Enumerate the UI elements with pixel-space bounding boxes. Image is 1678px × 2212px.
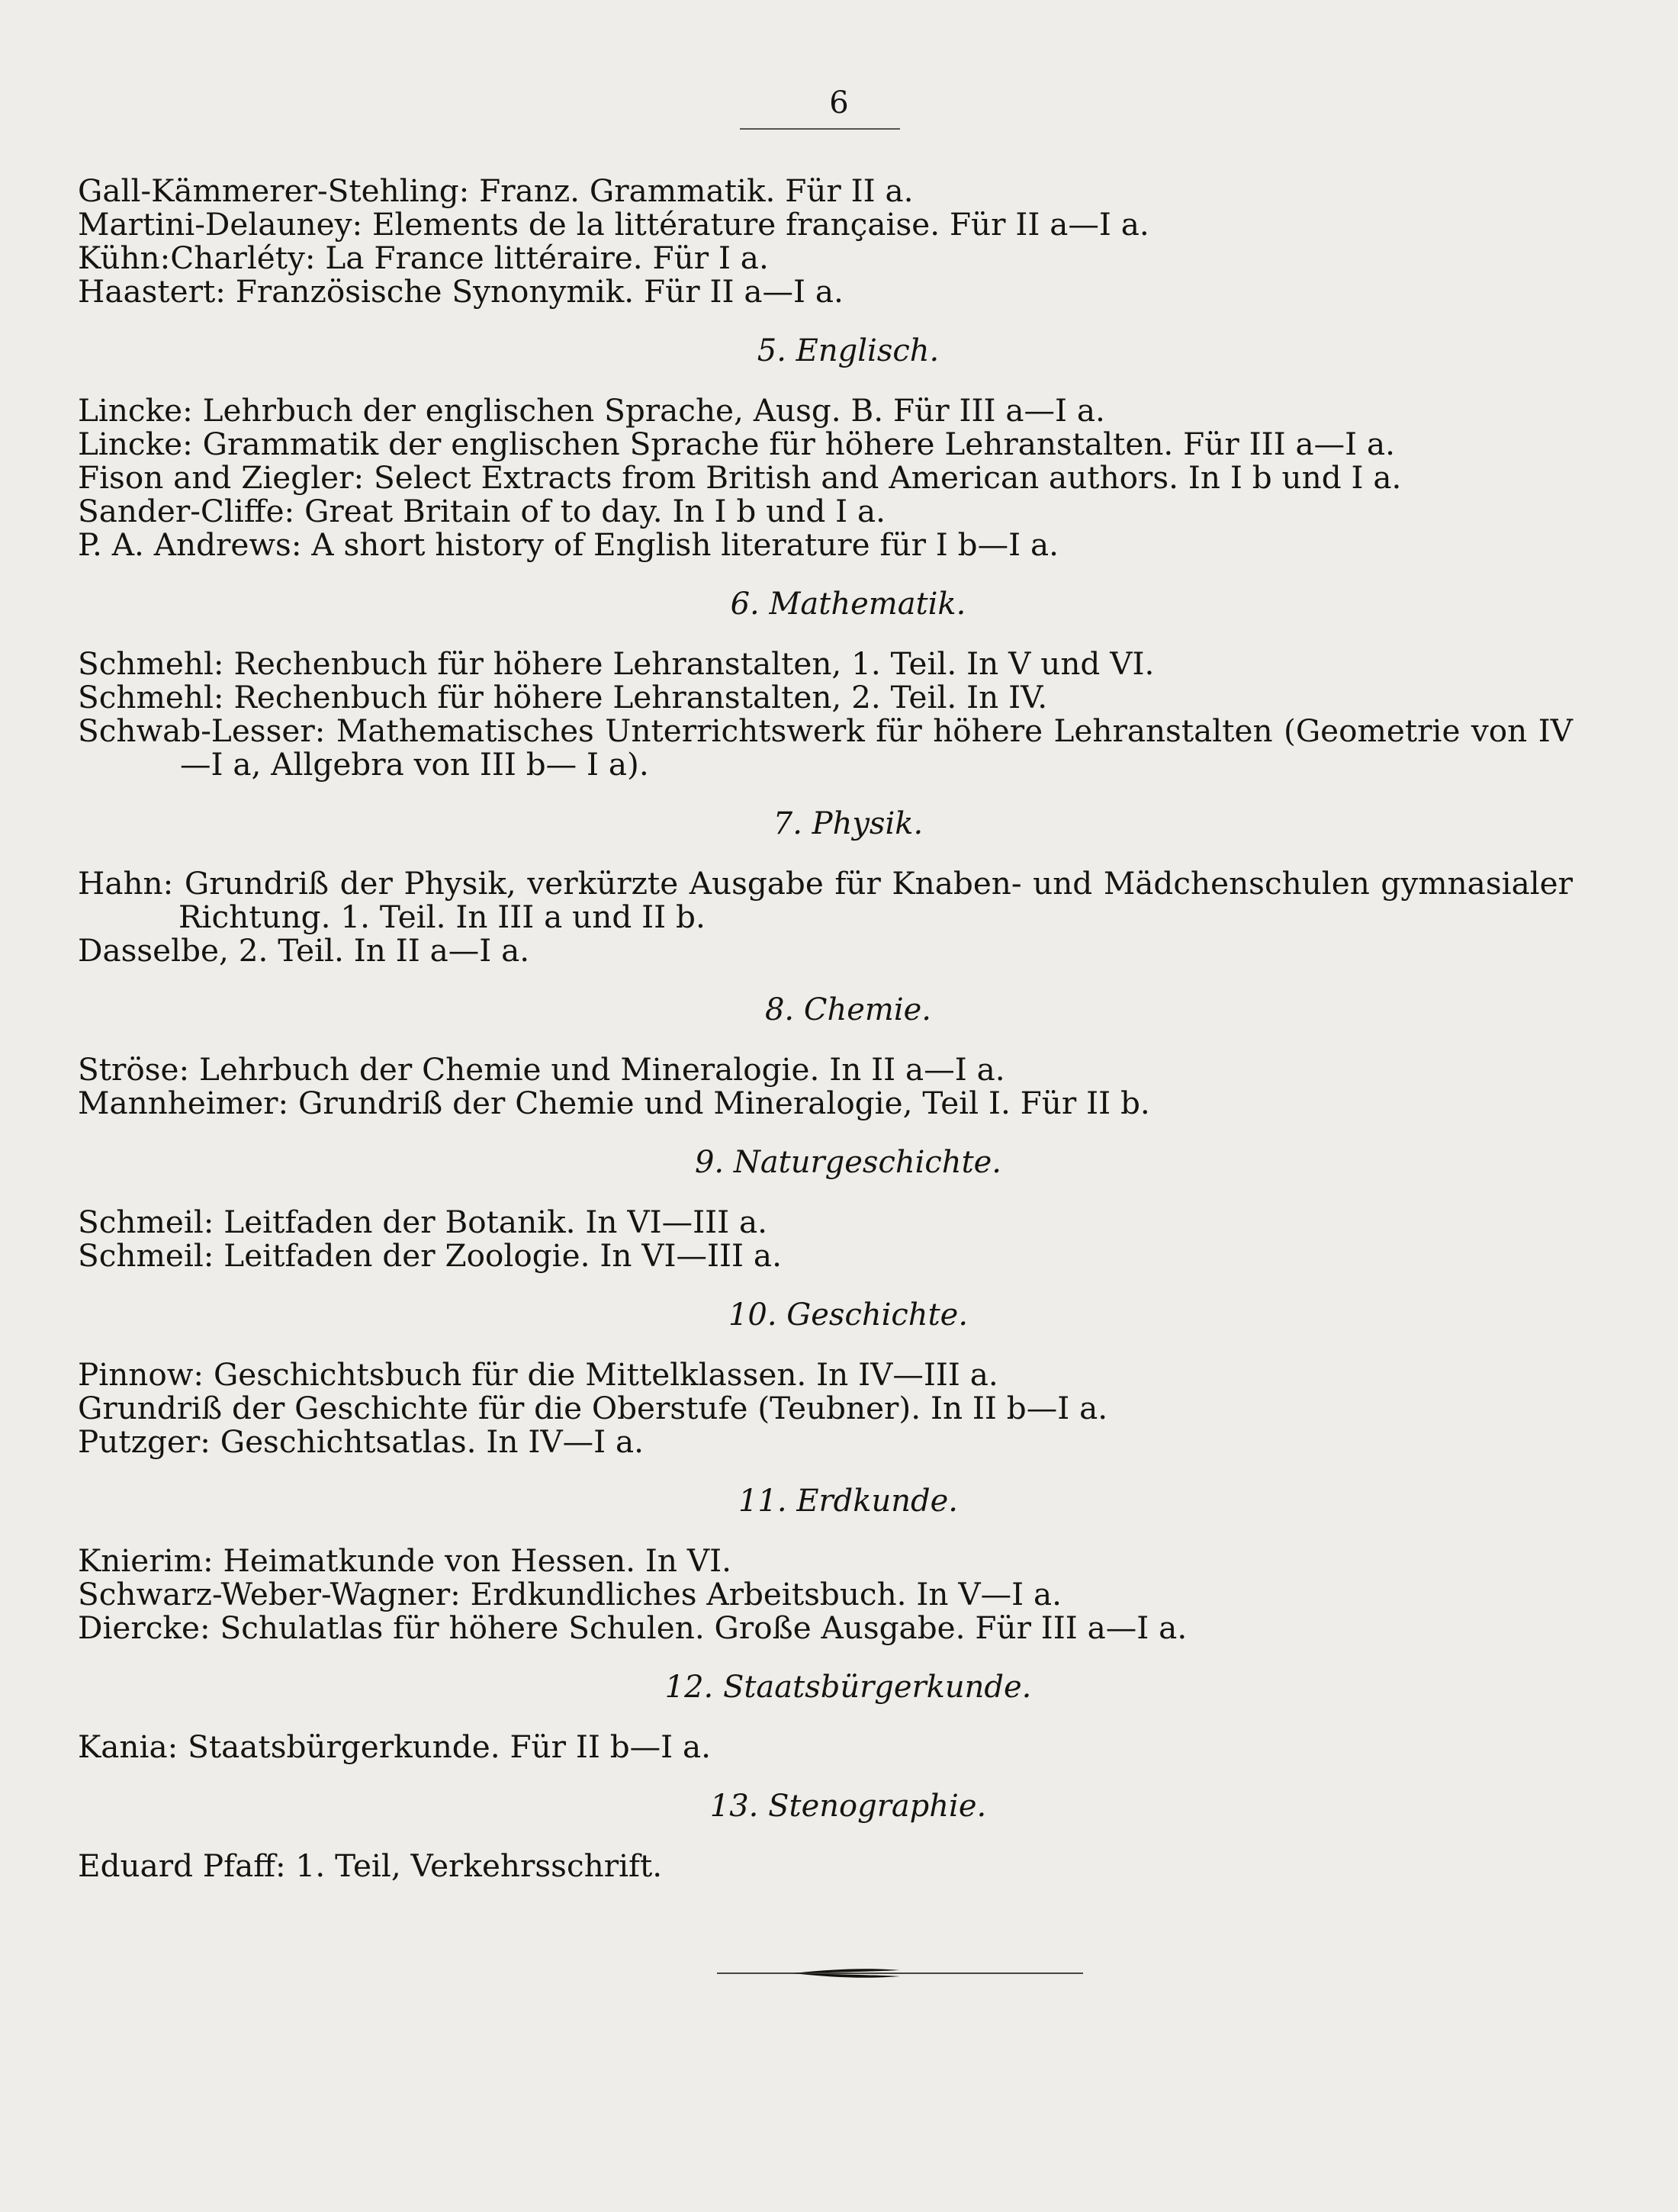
book-entry: Dasselbe, 2. Teil. In II a—I a. <box>78 932 530 969</box>
book-entry: Kania: Staatsbürgerkunde. Für II b—I a. <box>78 1728 712 1765</box>
book-entry: Martini-Delauney: Elements de la littérature française. Für II a—I a. <box>78 206 1149 243</box>
section-staatsbuergerkunde <box>78 1670 1573 1763</box>
book-entry: Schmehl: Rechenbuch für höhere Lehranstalten, 1. Teil. In V und VI. <box>78 645 1155 682</box>
section-stenographie <box>78 1789 1573 1882</box>
book-entry: Schmeil: Leitfaden der Zoologie. In VI—III a. <box>78 1237 782 1274</box>
section-mathematik <box>78 587 1573 781</box>
section-heading: 12. Staatsbürgerkunde. <box>664 1670 1032 1705</box>
section-geschichte <box>78 1298 1573 1458</box>
page-content <box>78 174 1573 1882</box>
book-entry: Lincke: Grammatik der englischen Sprache für höhere Lehranstalten. Für III a—I a. <box>78 426 1395 462</box>
book-entry: Knierim: Heimatkunde von Hessen. In VI. <box>78 1542 731 1579</box>
section-heading: 5. Englisch. <box>757 333 940 368</box>
section-heading: 6. Mathematik. <box>730 587 966 622</box>
section-heading: 10. Geschichte. <box>728 1297 969 1333</box>
book-entry: Gall-Kämmerer-Stehling: Franz. Grammatik. Für II a. <box>78 172 914 209</box>
section-heading: 9. Naturgeschichte. <box>694 1145 1002 1180</box>
book-entry: Lincke: Lehrbuch der englischen Sprache, Ausg. B. Für III a—I a. <box>78 392 1105 429</box>
book-entry: Schmehl: Rechenbuch für höhere Lehranstalten, 2. Teil. In IV. <box>78 679 1048 715</box>
section-heading: 7. Physik. <box>773 806 924 841</box>
section-naturgeschichte <box>78 1146 1573 1272</box>
book-entry: Haastert: Französische Synonymik. Für II a—I a. <box>78 273 844 310</box>
section-physik <box>78 807 1573 967</box>
book-entry: Diercke: Schulatlas für höhere Schulen. Große Ausgabe. Für III a—I a. <box>78 1609 1188 1646</box>
book-entry: Schwab-Lesser: Mathematisches Unterrichtswerk für höhere Lehranstalten (Geometrie von IV—I a, Allgebra von III b— I a). <box>78 712 1573 783</box>
end-ornament-graphic <box>717 1962 1083 1985</box>
section-erdkunde <box>78 1484 1573 1645</box>
section-heading: 8. Chemie. <box>764 992 932 1027</box>
book-entry: Putzger: Geschichtsatlas. In IV—I a. <box>78 1423 645 1460</box>
book-entry: Hahn: Grundriß der Physik, verkürzte Ausgabe für Knaben- und Mädchenschulen gymnasialer Richtung. 1. Teil. In III a und II b. <box>78 865 1573 935</box>
book-entry: Fison and Ziegler: Select Extracts from British and American authors. In I b und I a. <box>78 459 1402 496</box>
book-entry: Sander-Cliffe: Great Britain of to day. In I b und I a. <box>78 493 886 529</box>
section-chemie <box>78 993 1573 1120</box>
book-entry: Schwarz-Weber-Wagner: Erdkundliches Arbeitsbuch. In V—I a. <box>78 1576 1062 1612</box>
page-number: 6 <box>829 85 849 121</box>
section-heading: 11. Erdkunde. <box>738 1484 958 1519</box>
book-entry: Grundriß der Geschichte für die Oberstufe (Teubner). In II b—I a. <box>78 1390 1108 1426</box>
book-entry: P. A. Andrews: A short history of English literature für I b—I a. <box>78 526 1059 563</box>
book-entry: Ströse: Lehrbuch der Chemie und Mineralogie. In II a—I a. <box>78 1051 1005 1088</box>
page-number-rule <box>740 128 900 130</box>
book-entry: Pinnow: Geschichtsbuch für die Mittelklassen. In IV—III a. <box>78 1356 998 1393</box>
book-entry: Eduard Pfaff: 1. Teil, Verkehrsschrift. <box>78 1847 663 1884</box>
book-entry: Mannheimer: Grundriß der Chemie und Mineralogie, Teil I. Für II b. <box>78 1085 1150 1121</box>
intro-group <box>78 174 1573 308</box>
section-englisch <box>78 334 1573 561</box>
end-ornament-rule <box>717 1962 1083 1985</box>
section-heading: 13. Stenographie. <box>709 1789 987 1824</box>
book-entry: Schmeil: Leitfaden der Botanik. In VI—III a. <box>78 1204 767 1240</box>
book-entry: Kühn:Charléty: La France littéraire. Für I a. <box>78 240 769 276</box>
